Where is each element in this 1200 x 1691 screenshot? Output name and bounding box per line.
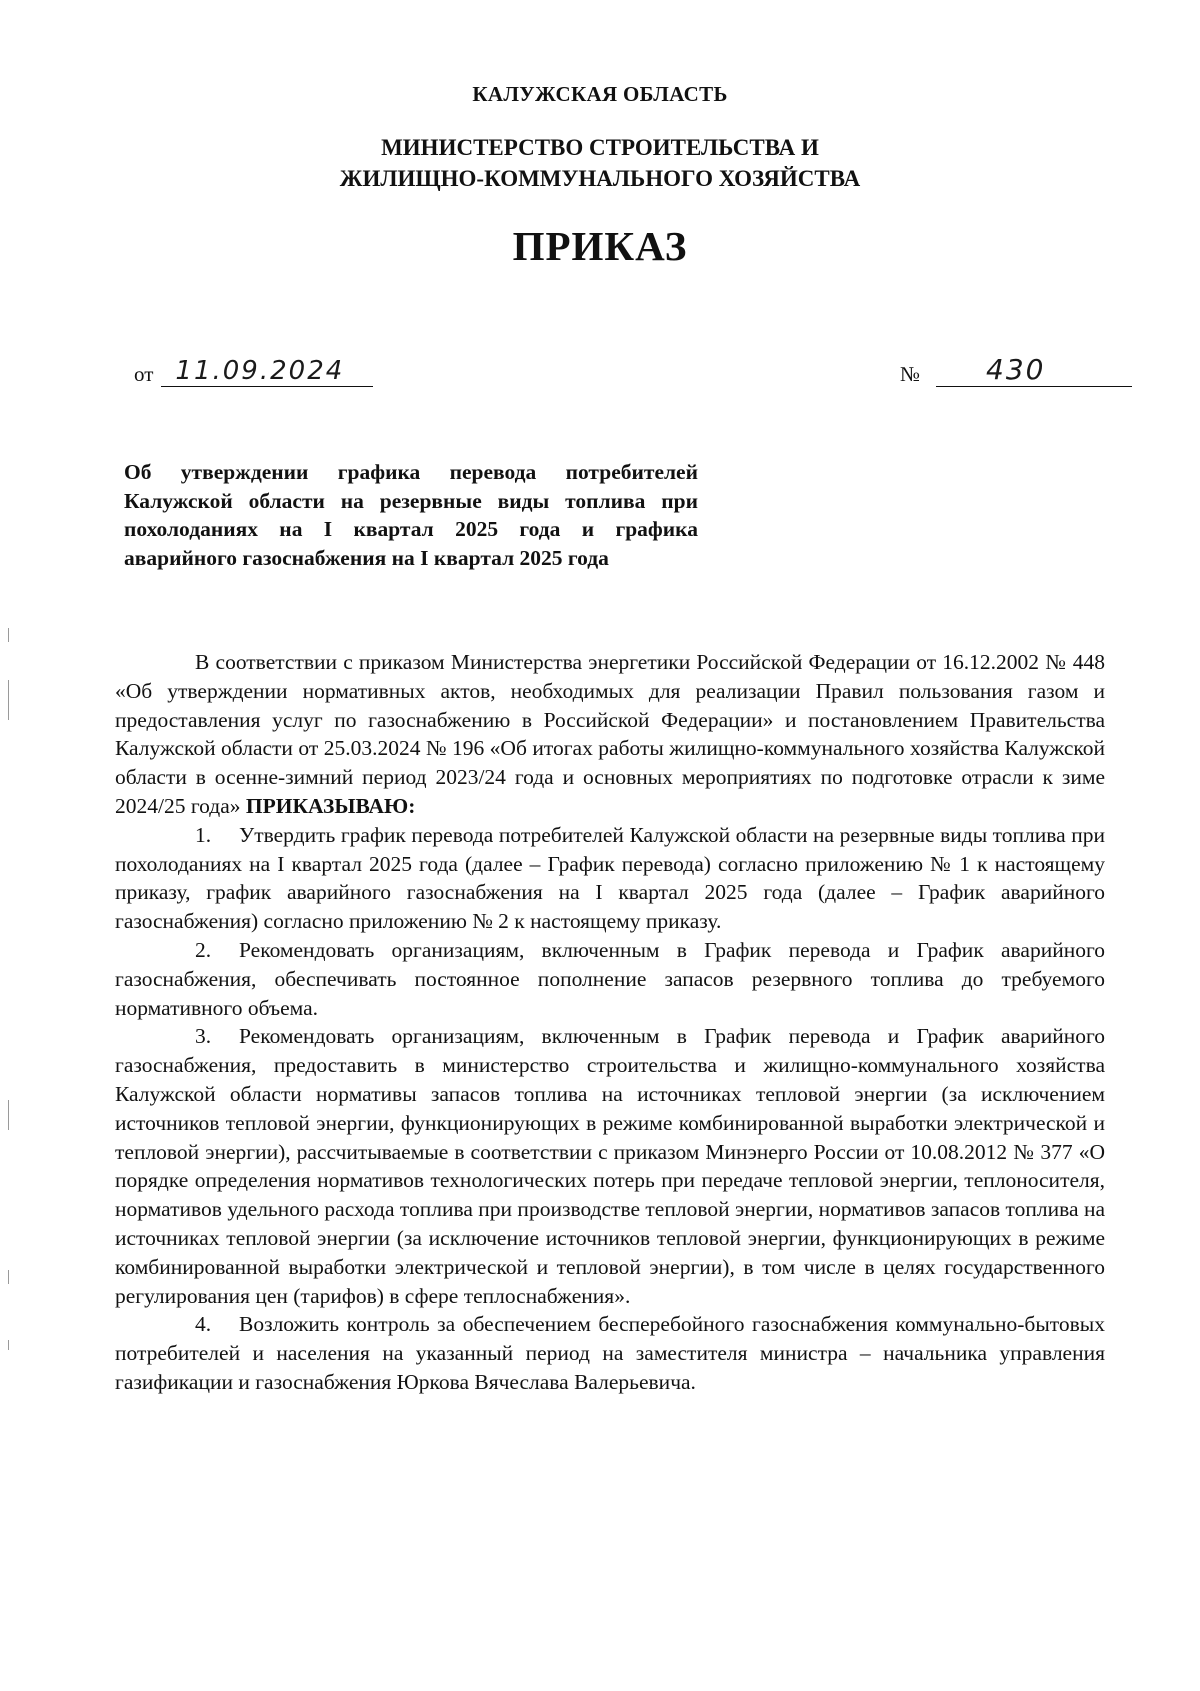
- item-number: 1.: [195, 822, 212, 847]
- date-prefix: от: [134, 362, 154, 386]
- item-text: Рекомендовать организациям, включенным в График перевода и График аварийного газоснабжения, обеспечивать постоянное пополнение запасов резервного топлива до требуемого нормативного объема.: [115, 937, 1105, 1020]
- item-text: Возложить контроль за обеспечением бесперебойного газоснабжения коммунально-бытовых потребителей и населения на указанный период на заместителя министра – начальника управления газификации и газоснабжения Юркова Вячеслава Валерьевича.: [115, 1312, 1105, 1394]
- item-number: 4.: [195, 1312, 212, 1337]
- item-text: Рекомендовать организациям, включенным в График перевода и График аварийного газоснабжения, предоставить в министерство строительства и жилищно-коммунального хозяйства Калужской области нормативы запасов топлива на источниках тепловой энергии (за исключением источников тепловой энергии, функционирующих в режиме комбинированной выработки электрической и тепловой энергии), рассчитываемые в соответствии с приказом Минэнерго России от 10.08.2012 № 377 «О порядке определения нормативов технологических потерь при передаче тепловой энергии, теплоносителя, нормативов удельного расхода топлива при производстве тепловой энергии, нормативов запасов топлива на источниках тепловой энергии (за исключение источников тепловой энергии, функционирующих в режиме комбинированной выработки электрической и тепловой энергии), в том числе в целях государственного регулирования цен (тарифов) в сфере теплоснабжения».: [115, 1024, 1105, 1308]
- number-handwritten-value: 430: [986, 353, 1046, 386]
- number-underline: [936, 353, 1132, 387]
- scan-edge-mark: [8, 628, 9, 642]
- document-type-title: ПРИКАЗ: [512, 223, 688, 269]
- scan-edge-mark: [8, 680, 9, 720]
- date-underline: [161, 356, 373, 387]
- item-number: 2.: [195, 937, 212, 962]
- order-body: [115, 648, 1105, 1397]
- date-handwritten-value: 11.09.2024: [175, 356, 345, 386]
- ministry-heading-line1: МИНИСТЕРСТВО СТРОИТЕЛЬСТВА И: [381, 135, 819, 160]
- preamble-paragraph: [115, 648, 1105, 821]
- order-item-1: [115, 821, 1105, 936]
- ministry-heading-line2: ЖИЛИЩНО-КОММУНАЛЬНОГО ХОЗЯЙСТВА: [339, 166, 861, 191]
- scan-edge-mark: [8, 1100, 9, 1130]
- region-heading: КАЛУЖСКАЯ ОБЛАСТЬ: [472, 82, 728, 106]
- scan-edge-mark: [8, 1270, 9, 1284]
- order-subject: Об утверждении графика перевода потребителей Калужской области на резервные виды топлива при похолоданиях на I квартал 2025 года и графика аварийного газоснабжения на I квартал 2025 года: [124, 460, 698, 570]
- command-word: ПРИКАЗЫВАЮ:: [245, 793, 416, 818]
- order-date: [134, 356, 373, 387]
- ministry-heading: [0, 132, 1200, 194]
- order-number: [900, 353, 1132, 387]
- order-item-2: [115, 936, 1105, 1022]
- order-item-4: [115, 1310, 1105, 1396]
- item-number: 3.: [195, 1024, 212, 1049]
- scan-edge-mark: [8, 1340, 9, 1350]
- number-prefix: №: [900, 362, 921, 386]
- item-text: Утвердить график перевода потребителей Калужской области на резервные виды топлива при похолоданиях на I квартал 2025 года (далее – График перевода) согласно приложению № 1 к настоящему приказу, график аварийного газоснабжения на I квартал 2025 года (далее – График аварийного газоснабжения) согласно приложению № 2 к настоящему приказу.: [115, 822, 1105, 934]
- order-item-3: [115, 1022, 1105, 1310]
- preamble-text: В соответствии с приказом Министерства энергетики Российской Федерации от 16.12.2002 № 448 «Об утверждении нормативных актов, необходимых для реализации Правил пользования газом и предоставления услуг по газоснабжению в Российской Федерации» и постановлением Правительства Калужской области от 25.03.2024 № 196 «Об итогах работы жилищно-коммунального хозяйства Калужской области в осенне-зимний период 2023/24 года и основных мероприятиях по подготовке отрасли к зиме 2024/25 года»: [115, 650, 1105, 818]
